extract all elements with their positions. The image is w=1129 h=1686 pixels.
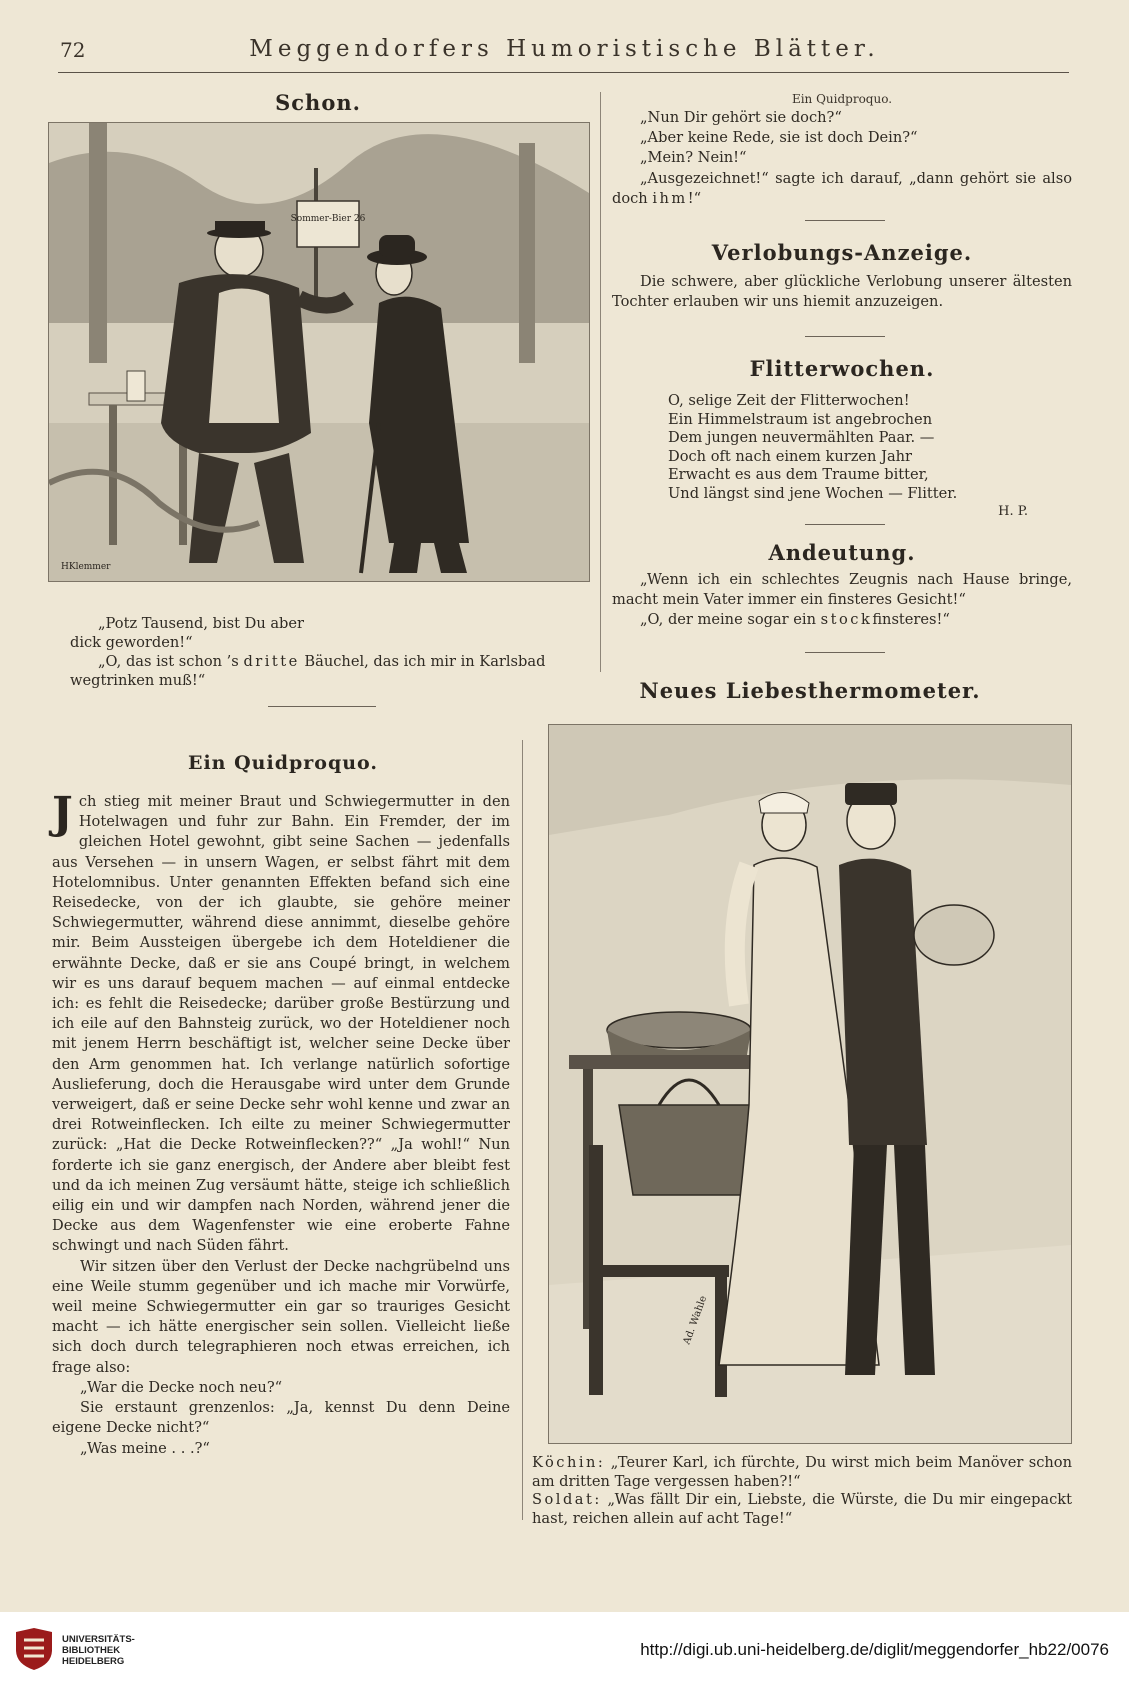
library-logo[interactable]: [14, 1626, 174, 1676]
divider-rule: [805, 220, 885, 221]
poem-line: O, selige Zeit der Flitterwochen!: [668, 392, 910, 409]
schon-title: Schon.: [275, 90, 361, 115]
continued-label: Ein Quidproquo.: [791, 92, 893, 106]
quidproquo-paragraph-4: Sie erstaunt grenzenlos: „Ja, kennst Du denn Deine eigene Decke nicht?“: [52, 1399, 510, 1437]
schon-caption-line-2: „O, das ist schon ’s dritte Bäuchel, das ich mir in Karlsbad wegtrinken muß!“: [70, 653, 546, 689]
verlobung-title: Verlobungs-Anzeige.: [711, 240, 973, 265]
continuation-line-4: „Ausgezeichnet!“ sagte ich darauf, „dann gehört sie also doch ihm!“: [612, 169, 1072, 207]
quidproquo-paragraph-3: „War die Decke noch neu?“: [80, 1378, 283, 1396]
thermometer-illustration: [548, 724, 1072, 1444]
continuation-line-3: „Mein? Nein!“: [640, 149, 747, 167]
quidproquo-continuation: [612, 108, 1072, 209]
schon-caption: [70, 614, 590, 690]
cook-line: Köchin: „Teurer Karl, ich fürchte, Du wirst mich beim Manöver schon am dritten Tage vergessen haben?!“: [532, 1454, 1072, 1490]
poem-line: Erwacht es aus dem Traume bitter,: [668, 466, 929, 483]
thermometer-caption: [532, 1454, 1072, 1528]
footer-bar: [0, 1612, 1129, 1686]
dropcap: J: [52, 788, 73, 839]
page-number: 72: [60, 38, 86, 62]
quidproquo-body: [52, 788, 510, 1459]
poem-signature: H. P.: [998, 504, 1028, 519]
andeutung-line-2: „O, der meine sogar ein stockfinsteres!“: [640, 611, 950, 629]
column-divider-top: [600, 92, 601, 672]
soldier-line: Soldat: „Was fällt Dir ein, Liebste, die Würste, die Du mir eingepackt hast, reichen allein auf acht Tage!“: [532, 1491, 1072, 1527]
thermometer-title: Neues Liebesthermometer.: [639, 678, 981, 703]
andeutung-line-1: „Wenn ich ein schlechtes Zeugnis nach Hause bringe, macht mein Vater immer ein finsteres Gesicht!“: [612, 571, 1072, 609]
schon-illustration: [48, 122, 590, 582]
sign-text: Sommer-Bier 26: [290, 214, 366, 224]
thermometer-artist-signature: Ad. Wahle: [681, 1294, 710, 1347]
quidproquo-paragraph-2: Wir sitzen über den Verlust der Decke nachgrübelnd uns eine Weile stumm gegenüber und ich mache mir Vorwürfe, weil meine Schwiegermutter ein gar so trauriges Gesicht macht — ich hätte energischer sein sollen. Vielleicht ließe sich doch durch telegraphieren noch etwas erreichen, ich frage also:: [52, 1257, 510, 1376]
running-head: [0, 30, 1129, 70]
schon-caption-line-1: „Potz Tausend, bist Du aber dick geworden!“: [70, 615, 305, 651]
flitter-poem: [668, 392, 1028, 522]
schon-artist-signature: HKlemmer: [61, 562, 111, 572]
divider-rule: [805, 524, 885, 525]
column-divider-bottom: [522, 740, 523, 1520]
quidproquo-paragraph-5: „Was meine . . .?“: [80, 1439, 210, 1457]
andeutung-title: Andeutung.: [768, 540, 916, 565]
library-name: UNIVERSITÄTS- BIBLIOTHEK HEIDELBERG: [62, 1634, 135, 1667]
quidproquo-title: Ein Quidproquo.: [187, 752, 379, 774]
poem-line: Und längst sind jene Wochen — Flitter.: [668, 484, 958, 502]
divider-rule: [805, 336, 885, 337]
header-rule: [58, 72, 1069, 73]
divider-rule: [805, 652, 885, 653]
poem-line: Ein Himmelstraum ist angebrochen: [668, 410, 933, 428]
andeutung-text: [612, 570, 1072, 631]
journal-title: Meggendorfers Humoristische Blätter.: [249, 36, 880, 62]
continuation-line-1: „Nun Dir gehört sie doch?“: [640, 109, 842, 126]
source-url-link[interactable]: http://digi.ub.uni-heidelberg.de/diglit/meggendorfer_hb22/0076: [640, 1640, 1109, 1659]
flitter-title: Flitterwochen.: [749, 356, 935, 381]
quidproquo-paragraph-1: Jch stieg mit meiner Braut und Schwiegermutter in den Hotelwagen und fuhr zur Bahn. Ein Fremder, der im gleichen Hotel gewohnt, gibt seine Sachen — jedenfalls aus Versehen — in unsern Wagen, er selbst fährt mit dem Hotelomnibus. Unter genannten Effekten befand sich eine Reisedecke, von der ich glaubte, sie gehöre meiner Schwiegermutter, während diese annimmt, dieselbe gehöre mir. Beim Aussteigen übergebe ich dem Hoteldiener die erwähnte Decke, daß er sie ans Coupé bringt, in welchem wir es uns darauf bequem machen — auf einmal entdecke ich: es fehlt die Reisedecke; darüber große Bestürzung und ich eile auf den Bahnsteig zurück, wo der Hoteldiener noch mit jenem Herrn beschäftigt ist, welcher seine Decke über den Arm genommen hat. Ich verlange natürlich sofortige Auslieferung, doch die Herausgabe wird unter dem Grunde verweigert, daß er seine Decke sehr wohl kenne und zwar an drei Rotweinflecken. Ich eilte zu meiner Schwiegermutter zurück: „Hat die Decke Rotweinflecken??“ „Ja wohl!“ Nun forderte ich sie ganz energisch, der Andere aber bleibt fest und da ich meinen Zug versäumt hätte, steige ich schließlich eilig ein und wir dampfen nach Norden, während jener die Decke aus dem Wagenfenster wie eine eroberte Fahne schwingt und nach Süden fährt.: [52, 788, 510, 1255]
library-seal-icon: [14, 1628, 54, 1670]
poem-line: Dem jungen neuvermählten Paar. —: [668, 429, 935, 446]
continuation-line-2: „Aber keine Rede, sie ist doch Dein?“: [640, 129, 918, 147]
verlobung-text: Die schwere, aber glückliche Verlobung unserer ältesten Tochter erlauben wir uns hiemit anzuzeigen.: [612, 273, 1072, 311]
divider-rule: [268, 706, 376, 707]
poem-line: Doch oft nach einem kurzen Jahr: [668, 447, 913, 465]
